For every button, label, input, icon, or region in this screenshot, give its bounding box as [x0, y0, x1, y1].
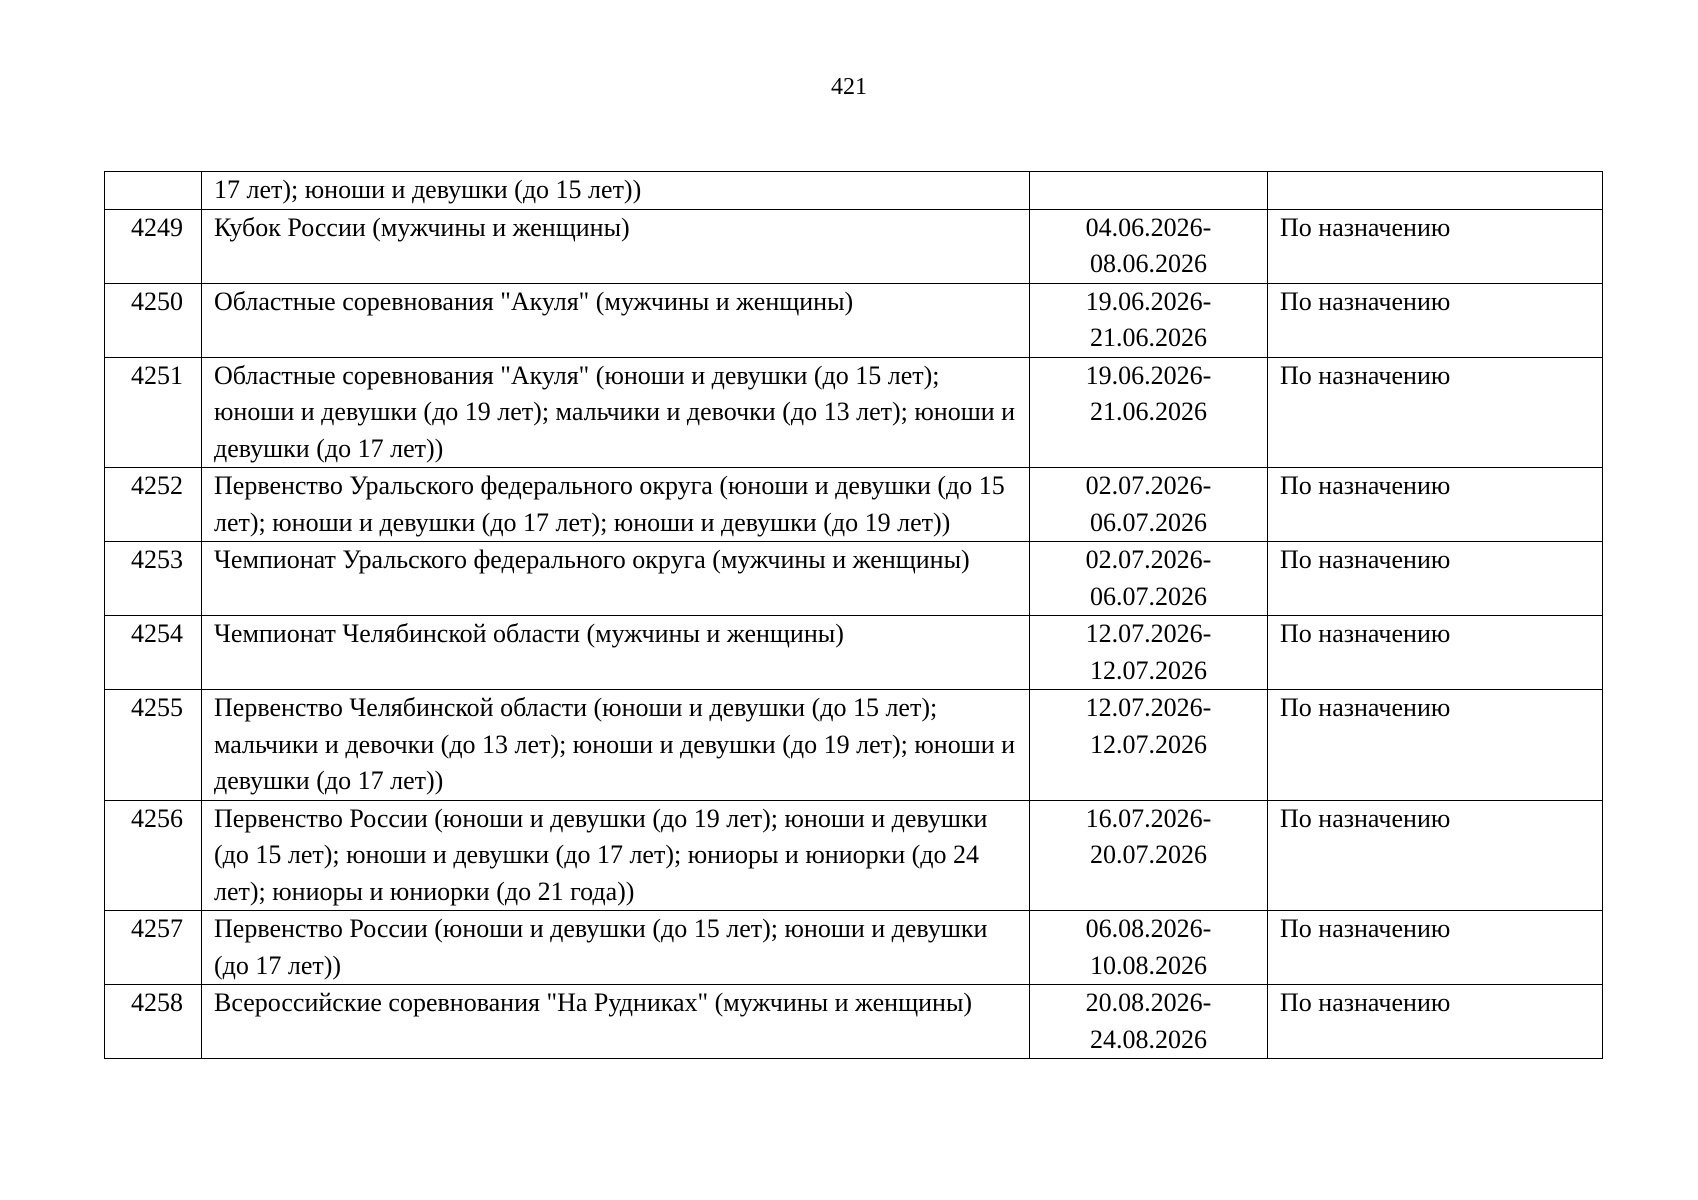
- event-date-cell: 06.08.2026- 10.08.2026: [1030, 911, 1268, 985]
- event-venue-cell: По назначению: [1268, 357, 1603, 468]
- events-table: [104, 171, 1603, 1059]
- event-name-cell: Чемпионат Челябинской области (мужчины и женщины): [202, 616, 1030, 690]
- table-row: [105, 985, 1603, 1059]
- page-number: 421: [831, 74, 867, 100]
- event-date-cell: 20.08.2026- 24.08.2026: [1030, 985, 1268, 1059]
- event-name-cell: Областные соревнования "Акуля" (мужчины и женщины): [202, 283, 1030, 357]
- event-name-cell: Областные соревнования "Акуля" (юноши и девушки (до 15 лет); юноши и девушки (до 19 лет); мальчики и девочки (до 13 лет); юноши и девушки (до 17 лет)): [202, 357, 1030, 468]
- event-date-cell: 16.07.2026- 20.07.2026: [1030, 800, 1268, 911]
- event-number-cell: 4249: [105, 209, 202, 283]
- table-row: [105, 800, 1603, 911]
- event-number-cell: 4258: [105, 985, 202, 1059]
- table-row-continuation: [105, 172, 1603, 210]
- event-name-cell: Первенство России (юноши и девушки (до 15 лет); юноши и девушки (до 17 лет)): [202, 911, 1030, 985]
- event-venue-cell: По назначению: [1268, 800, 1603, 911]
- event-name-cell: 17 лет); юноши и девушки (до 15 лет)): [202, 172, 1030, 210]
- event-venue-cell: По назначению: [1268, 690, 1603, 801]
- event-venue-cell: По назначению: [1268, 985, 1603, 1059]
- event-name-cell: Первенство России (юноши и девушки (до 19 лет); юноши и девушки (до 15 лет); юноши и девушки (до 17 лет); юниоры и юниорки (до 24 лет); юниоры и юниорки (до 21 года)): [202, 800, 1030, 911]
- event-venue-cell: По назначению: [1268, 911, 1603, 985]
- event-date-cell: 19.06.2026- 21.06.2026: [1030, 283, 1268, 357]
- event-venue-cell: По назначению: [1268, 616, 1603, 690]
- event-number-cell: 4256: [105, 800, 202, 911]
- event-venue-cell: По назначению: [1268, 542, 1603, 616]
- event-name-cell: Кубок России (мужчины и женщины): [202, 209, 1030, 283]
- event-name-cell: Чемпионат Уральского федерального округа (мужчины и женщины): [202, 542, 1030, 616]
- event-date-cell: 12.07.2026- 12.07.2026: [1030, 616, 1268, 690]
- event-number-cell: 4254: [105, 616, 202, 690]
- table-row: [105, 690, 1603, 801]
- event-date-cell: 02.07.2026- 06.07.2026: [1030, 542, 1268, 616]
- events-table-body: [105, 172, 1603, 1059]
- event-date-cell: 02.07.2026- 06.07.2026: [1030, 468, 1268, 542]
- event-venue-cell: [1268, 172, 1603, 210]
- table-row: [105, 911, 1603, 985]
- event-date-cell: 04.06.2026- 08.06.2026: [1030, 209, 1268, 283]
- event-number-cell: 4251: [105, 357, 202, 468]
- event-number-cell: 4250: [105, 283, 202, 357]
- event-number-cell: 4252: [105, 468, 202, 542]
- event-name-cell: Первенство Челябинской области (юноши и девушки (до 15 лет); мальчики и девочки (до 13 лет); юноши и девушки (до 19 лет); юноши и девушки (до 17 лет)): [202, 690, 1030, 801]
- table-row: [105, 209, 1603, 283]
- event-name-cell: Всероссийские соревнования "На Рудниках" (мужчины и женщины): [202, 985, 1030, 1059]
- table-row: [105, 357, 1603, 468]
- event-name-cell: Первенство Уральского федерального округа (юноши и девушки (до 15 лет); юноши и девушки (до 17 лет); юноши и девушки (до 19 лет)): [202, 468, 1030, 542]
- table-row: [105, 283, 1603, 357]
- event-venue-cell: По назначению: [1268, 468, 1603, 542]
- event-venue-cell: По назначению: [1268, 209, 1603, 283]
- event-number-cell: 4253: [105, 542, 202, 616]
- table-row: [105, 468, 1603, 542]
- event-number-cell: 4255: [105, 690, 202, 801]
- table-row: [105, 616, 1603, 690]
- event-number-cell: [105, 172, 202, 210]
- event-venue-cell: По назначению: [1268, 283, 1603, 357]
- table-row: [105, 542, 1603, 616]
- event-date-cell: [1030, 172, 1268, 210]
- event-date-cell: 19.06.2026- 21.06.2026: [1030, 357, 1268, 468]
- event-date-cell: 12.07.2026- 12.07.2026: [1030, 690, 1268, 801]
- event-number-cell: 4257: [105, 911, 202, 985]
